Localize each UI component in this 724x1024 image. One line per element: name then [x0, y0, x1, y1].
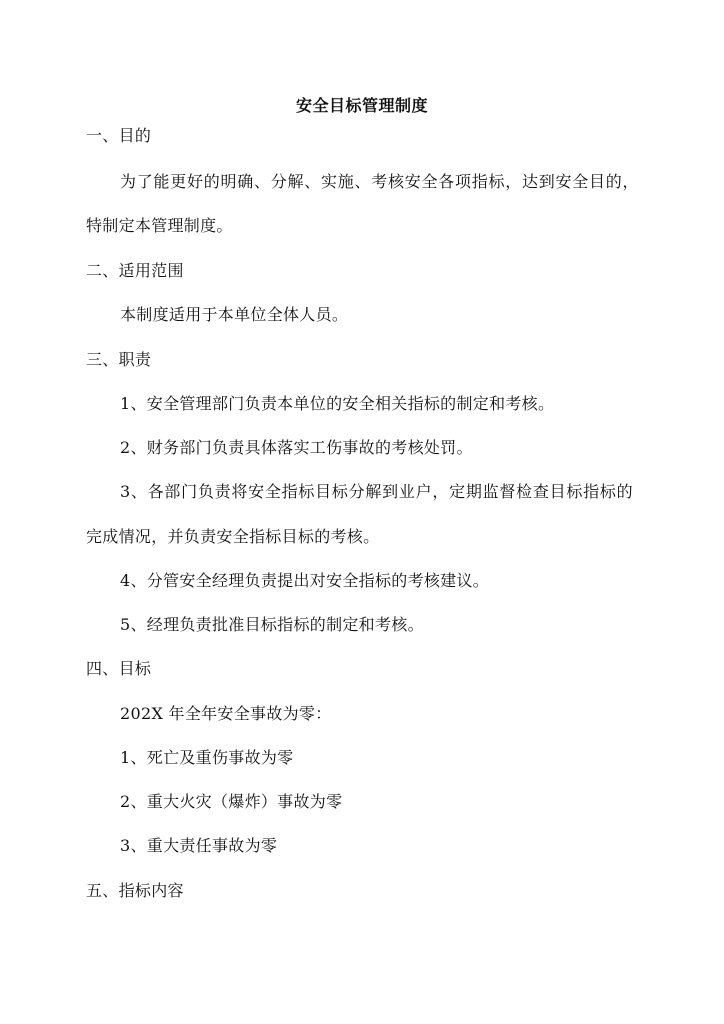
scope-paragraph: 本制度适用于本单位全体人员。 — [120, 305, 349, 324]
page-title: 安全目标管理制度 — [295, 96, 428, 115]
duty-item-5: 5、经理负责批准目标指标的制定和考核。 — [120, 615, 424, 634]
section-heading-duties: 三、职责 — [86, 350, 152, 369]
duty-item-2: 2、财务部门负责具体落实工伤事故的考核处罚。 — [120, 438, 473, 457]
duty-item-3-line1: 3、各部门负责将安全指标目标分解到业户，定期监督检查目标指标的 — [120, 482, 634, 501]
targets-intro: 202X 年全年安全事故为零： — [120, 704, 332, 723]
purpose-paragraph-line2: 特制定本管理制度。 — [86, 216, 233, 235]
duty-item-1: 1、安全管理部门负责本单位的安全相关指标的制定和考核。 — [120, 394, 555, 413]
duty-item-3-line2: 完成情况，并负责安全指标目标的考核。 — [86, 527, 380, 546]
section-heading-indicators: 五、指标内容 — [86, 881, 184, 900]
target-item-2: 2、重大火灾（爆炸）事故为零 — [120, 792, 343, 811]
target-item-3: 3、重大责任事故为零 — [120, 836, 278, 855]
purpose-paragraph-line1: 为了能更好的明确、分解、实施、考核安全各项指标，达到安全目的， — [120, 172, 640, 191]
section-heading-purpose: 一、目的 — [86, 126, 152, 145]
section-heading-scope: 二、适用范围 — [86, 261, 184, 280]
target-item-1: 1、死亡及重伤事故为零 — [120, 748, 294, 767]
duty-item-4: 4、分管安全经理负责提出对安全指标的考核建议。 — [120, 571, 490, 590]
section-heading-targets: 四、目标 — [86, 659, 152, 678]
